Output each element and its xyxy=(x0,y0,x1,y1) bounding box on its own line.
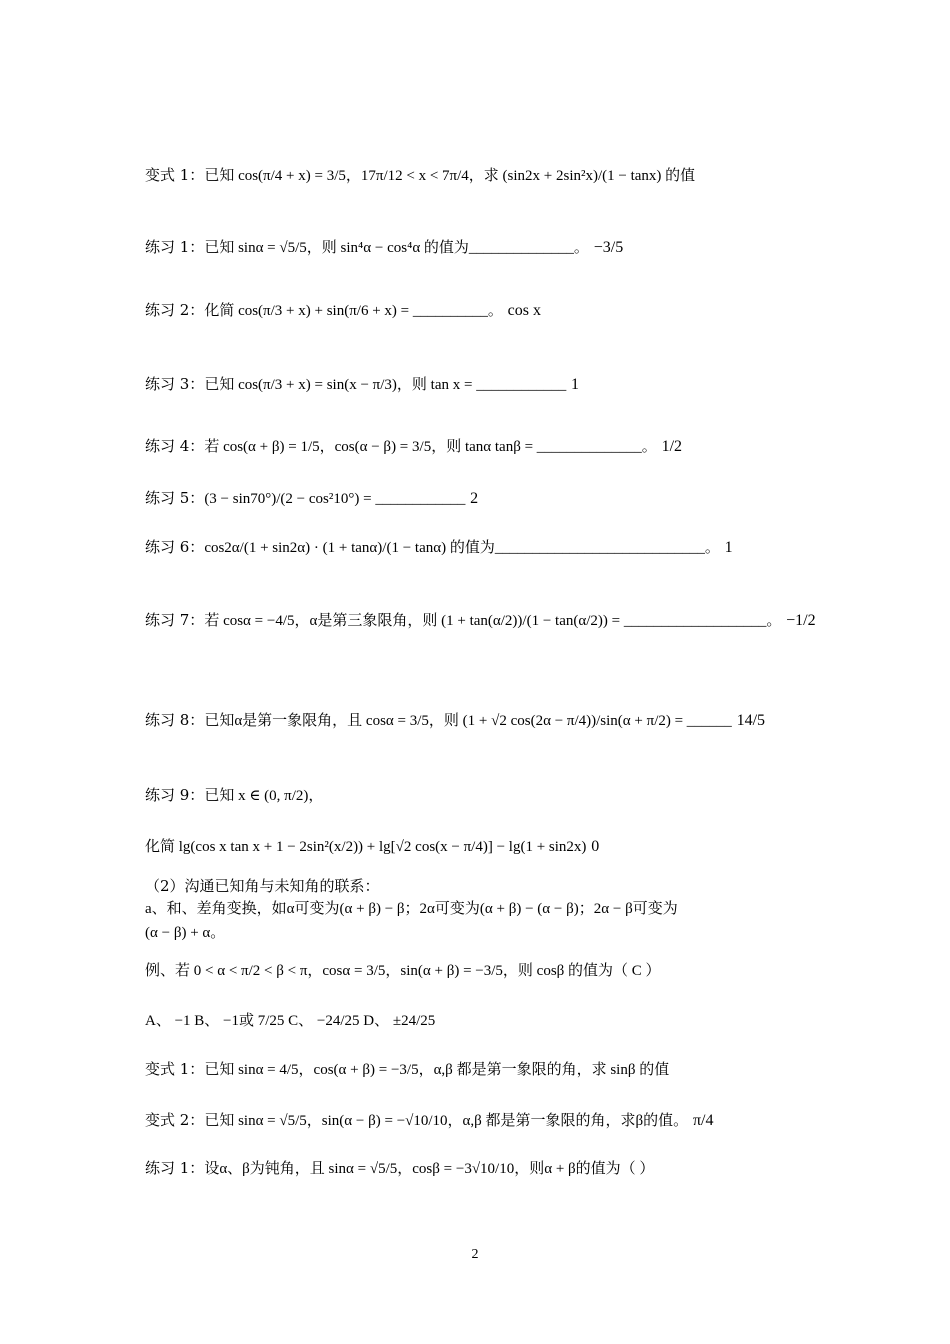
exercise-line: 练习 6：cos2α/(1 + sin2α) · (1 + tanα)/(1 − tanα) 的值为____________________________。 1 xyxy=(145,538,733,556)
exercise-line: 练习 4：若 cos(α + β) = 1/5，cos(α − β) = 3/5，则 tanα tanβ = ______________。 1/2 xyxy=(145,437,683,455)
page-number: 2 xyxy=(471,1247,479,1262)
exercise-line: 练习 8：已知α是第一象限角，且 cosα = 3/5，则 (1 + √2 cos(2α − π/4))/sin(α + π/2) = ______ 14/5 xyxy=(145,711,766,729)
exercise-line: 练习 2：化简 cos(π/3 + x) + sin(π/6 + x) = __________。 cos x xyxy=(145,301,541,319)
exercise-line: 化简 lg(cos x tan x + 1 − 2sin²(x/2)) + lg[√2 cos(x − π/4)] − lg(1 + sin2x) 0 xyxy=(145,838,600,855)
example-line: 例、若 0 < α < π/2 < β < π，cosα = 3/5，sin(α + β) = −3/5，则 cosβ 的值为（ C ） xyxy=(145,963,661,979)
exercise-line: 变式 1：已知 sinα = 4/5，cos(α + β) = −3/5，α,β 都是第一象限的角，求 sinβ 的值 xyxy=(145,1060,670,1078)
body-text: (α − β) + α。 xyxy=(145,925,226,941)
exercise-line: 练习 7：若 cosα = −4/5，α是第三象限角，则 (1 + tan(α/2))/(1 − tan(α/2)) = ___________________。 −1/2 xyxy=(145,611,816,629)
exercise-line: 练习 1：设α、β为钝角，且 sinα = √5/5，cosβ = −3√10/10，则α + β的值为（ ） xyxy=(145,1159,655,1177)
exercise-line: 练习 3：已知 cos(π/3 + x) = sin(x − π/3)，则 tan x = ____________ 1 xyxy=(145,375,579,393)
exercise-line: 变式 1：已知 cos(π/4 + x) = 3/5，17π/12 < x < 7π/4，求 (sin2x + 2sin²x)/(1 − tanx) 的值 xyxy=(145,166,696,184)
body-text: a、和、差角变换，如α可变为(α + β) − β；2α可变为(α + β) − (α − β)；2α − β可变为 xyxy=(145,901,678,917)
exercise-line: 变式 2：已知 sinα = √5/5，sin(α − β) = −√10/10，α,β 都是第一象限的角，求β的值。 π/4 xyxy=(145,1111,714,1129)
options-line: A、 −1 B、 −1或 7/25 C、 −24/25 D、 ±24/25 xyxy=(145,1013,436,1029)
exercise-line: 练习 9：已知 x ∈ (0, π/2)， xyxy=(145,786,324,804)
exercise-line: 练习 1：已知 sinα = √5/5，则 sin⁴α − cos⁴α 的值为______________。 −3/5 xyxy=(145,238,624,256)
exercise-line: 练习 5：(3 − sin70°)/(2 − cos²10°) = ____________ 2 xyxy=(145,489,479,507)
section-heading: （2）沟通已知角与未知角的联系： xyxy=(145,877,380,895)
